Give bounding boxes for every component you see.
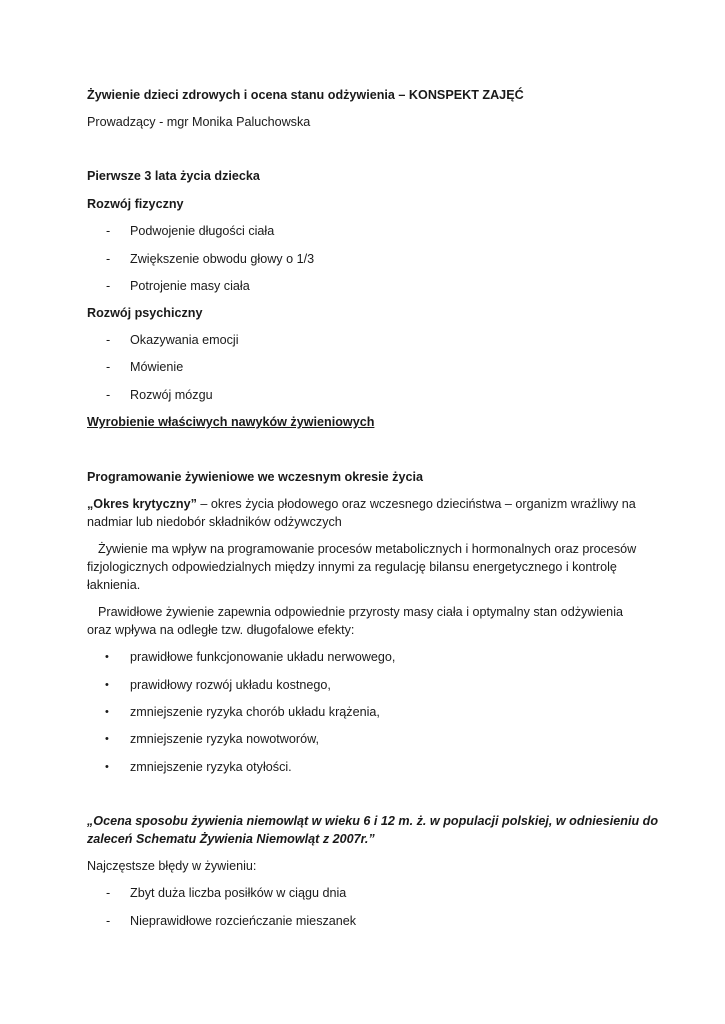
document-title: Żywienie dzieci zdrowych i ocena stanu odżywienia – KONSPEKT ZAJĘĆ xyxy=(87,88,524,102)
list-item: - Zbyt duża liczba posiłków w ciągu dnia xyxy=(106,886,347,900)
bullet-marker: • xyxy=(105,761,109,773)
dash-marker: - xyxy=(106,224,111,238)
dash-marker: - xyxy=(106,333,111,347)
psychological-heading: Rozwój psychiczny xyxy=(87,306,203,320)
list-item: • prawidłowe funkcjonowanie układu nerwowego, xyxy=(105,650,396,664)
bullet-marker: • xyxy=(105,706,109,718)
physical-heading: Rozwój fizyczny xyxy=(87,197,184,211)
critical-period-line: „Okres krytyczny” – okres życia płodowego oraz wczesnego dzieciństwa – organizm wrażliwy na xyxy=(87,497,636,511)
list-item: • zmniejszenie ryzyka nowotworów, xyxy=(105,732,319,746)
list-item: - Mówienie xyxy=(106,360,184,374)
paragraph-line: fizjologicznych odpowiedzialnych między innymi za regulację bilansu energetycznego i kontrolę xyxy=(87,560,617,574)
dash-marker: - xyxy=(106,886,111,900)
dash-marker: - xyxy=(106,279,111,293)
study-title-line-2: zaleceń Schematu Żywienia Niemowląt z 2007r.” xyxy=(87,832,375,846)
errors-heading: Najczęstsze błędy w żywieniu: xyxy=(87,859,257,873)
list-item: • zmniejszenie ryzyka otyłości. xyxy=(105,760,292,774)
paragraph-line: oraz wpływa na odległe tzw. długofalowe efekty: xyxy=(87,623,355,637)
list-item: - Okazywania emocji xyxy=(106,333,239,347)
section1-heading: Pierwsze 3 lata życia dziecka xyxy=(87,169,260,183)
list-item: • prawidłowy rozwój układu kostnego, xyxy=(105,678,331,692)
list-item: • zmniejszenie ryzyka chorób układu krążenia, xyxy=(105,705,380,719)
habits-heading: Wyrobienie właściwych nawyków żywieniowych xyxy=(87,415,375,429)
critical-period-line-2: nadmiar lub niedobór składników odżywczych xyxy=(87,515,342,529)
instructor-line: Prowadzący - mgr Monika Paluchowska xyxy=(87,115,311,129)
list-item: - Podwojenie długości ciała xyxy=(106,224,275,238)
list-item: - Nieprawidłowe rozcieńczanie mieszanek xyxy=(106,914,357,928)
list-item: - Potrojenie masy ciała xyxy=(106,279,250,293)
list-item: - Rozwój mózgu xyxy=(106,388,213,402)
study-title-line: „Ocena sposobu żywienia niemowląt w wieku 6 i 12 m. ż. w populacji polskiej, w odniesieniu do xyxy=(87,814,659,828)
bullet-marker: • xyxy=(105,733,109,745)
paragraph-line: Żywienie ma wpływ na programowanie procesów metabolicznych i hormonalnych oraz procesów xyxy=(98,542,637,556)
dash-marker: - xyxy=(106,914,111,928)
dash-marker: - xyxy=(106,360,111,374)
dash-marker: - xyxy=(106,388,111,402)
critical-term: „Okres krytyczny” xyxy=(87,497,197,511)
section2-heading: Programowanie żywieniowe we wczesnym okresie życia xyxy=(87,470,423,484)
bullet-marker: • xyxy=(105,679,109,691)
bullet-marker: • xyxy=(105,651,109,663)
dash-marker: - xyxy=(106,252,111,266)
list-item: - Zwiększenie obwodu głowy o 1/3 xyxy=(106,252,315,266)
paragraph-line: Prawidłowe żywienie zapewnia odpowiednie przyrosty masy ciała i optymalny stan odżywienia xyxy=(98,605,623,619)
paragraph-line: łaknienia. xyxy=(87,578,141,592)
